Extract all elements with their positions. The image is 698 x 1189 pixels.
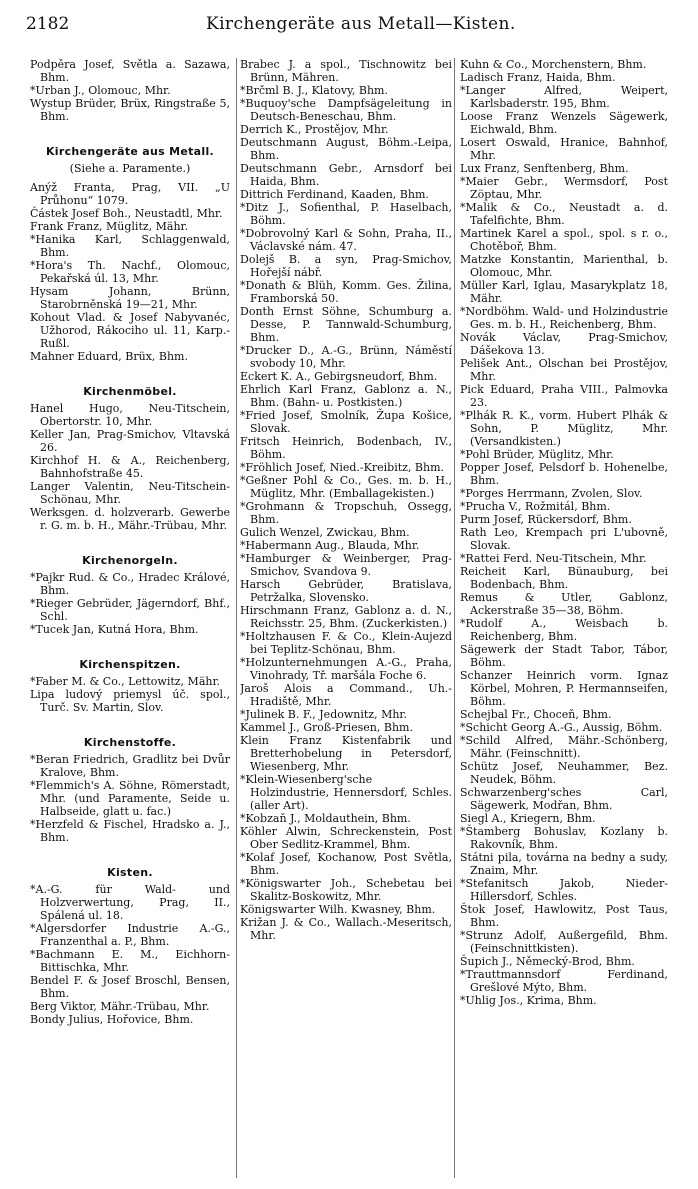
directory-entry: *Rudolf A., Weisbach b. Reichenberg, Bhm.: [460, 617, 668, 643]
directory-entry: Müller Karl, Iglau, Masarykplatz 18, Mähr.: [460, 279, 668, 305]
directory-entry: *Maier Gebr., Wermsdorf, Post Zöptau, Mhr.: [460, 175, 668, 201]
directory-entry: *Beran Friedrich, Gradlitz bei Dvůr Kralove, Bhm.: [30, 753, 230, 779]
directory-entry: Kirchhof H. & A., Reichenberg, Bahnhofstraße 45.: [30, 454, 230, 480]
directory-entry: *Pohl Brüder, Müglitz, Mhr.: [460, 448, 614, 461]
directory-entry: *Kobzaň J., Moldauthein, Bhm.: [240, 812, 411, 825]
directory-entry: *Hanika Karl, Schlaggenwald, Bhm.: [30, 233, 230, 259]
directory-entry: Fritsch Heinrich, Bodenbach, IV., Böhm.: [240, 435, 452, 461]
directory-entry: Ladisch Franz, Haida, Bhm.: [460, 71, 616, 84]
directory-entry: Ehrlich Karl Franz, Gablonz a. N., Bhm. (Bahn- u. Postkisten.): [240, 383, 452, 409]
directory-entry: *Algersdorfer Industrie A.-G., Franzenthal a. P., Bhm.: [30, 922, 230, 948]
directory-entry: Dittrich Ferdinand, Kaaden, Bhm.: [240, 188, 429, 201]
directory-entry: Pick Eduard, Praha VIII., Palmovka 23.: [460, 383, 668, 409]
directory-entry: Matzke Konstantin, Marienthal, b. Olomouc, Mhr.: [460, 253, 668, 279]
directory-entry: Lux Franz, Senftenberg, Bhm.: [460, 162, 629, 175]
directory-entry: *Dobrovolný Karl & Sohn, Praha, II., Václavské nám. 47.: [240, 227, 452, 253]
directory-entry: *Schicht Georg A.-G., Aussig, Böhm.: [460, 721, 663, 734]
directory-entry: *Stefanitsch Jakob, Nieder-Hillersdorf, Schles.: [460, 877, 668, 903]
directory-entry: *Faber M. & Co., Lettowitz, Mähr.: [30, 675, 221, 688]
directory-entry: Donth Ernst Söhne, Schumburg a. Desse, P. Tannwald-Schumburg, Bhm.: [240, 305, 452, 344]
directory-entry: *Holzunternehmungen A.-G., Praha, Vinohrady, Tř. maršála Foche 6.: [240, 656, 452, 682]
page-title: Kirchengeräte aus Metall—Kisten.: [206, 14, 516, 34]
directory-entry: *Rattei Ferd. Neu-Titschein, Mhr.: [460, 552, 647, 565]
directory-entry: *Hamburger & Weinberger, Prag-Smichov, Svandova 9.: [240, 552, 452, 578]
directory-entry: *Fried Josef, Smolník, Župa Košice, Slovak.: [240, 409, 452, 435]
section-heading: Kirchenmöbel.: [83, 385, 177, 398]
directory-entry: *Königswarter Joh., Schebetau bei Skalitz-Boskowitz, Mhr.: [240, 877, 452, 903]
directory-entry: *Flemmich's A. Söhne, Römerstadt, Mhr. (und Paramente, Seide u. Halbseide, glatt u. fac.): [30, 779, 230, 818]
directory-entry: Remus & Utler, Gablonz, Ackerstraße 35—38, Böhm.: [460, 591, 668, 617]
directory-entry: *Donath & Blüh, Komm. Ges. Žilina, Framborská 50.: [240, 279, 452, 305]
directory-entry: *Klein-Wiesenberg'sche Holzindustrie, Hennersdorf, Schles. (aller Art).: [240, 773, 452, 812]
directory-entry: Rath Leo, Krempach pri L'ubovně, Slovak.: [460, 526, 668, 552]
directory-entry: Státni pila, továrna na bedny a sudy, Znaim, Mhr.: [460, 851, 668, 877]
directory-entry: Klein Franz Kistenfabrik und Bretterhobelung in Petersdorf, Wiesenberg, Mhr.: [240, 734, 452, 773]
directory-entry: *Fröhlich Josef, Nied.-Kreibitz, Bhm.: [240, 461, 445, 474]
directory-entry: Martinek Karel a spol., spol. s r. o., Chotěboř, Bhm.: [460, 227, 668, 253]
directory-entry: Schanzer Heinrich vorm. Ignaz Körbel, Mohren, P. Hermannseifen, Böhm.: [460, 669, 668, 708]
directory-entry: Gulich Wenzel, Zwickau, Bhm.: [240, 526, 410, 539]
directory-entry: Langer Valentin, Neu-Titschein-Schönau, Mhr.: [30, 480, 230, 506]
directory-entry: Kuhn & Co., Morchenstern, Bhm.: [460, 58, 647, 71]
directory-entry: *Hora's Th. Nachf., Olomouc, Pekařská úl. 13, Mhr.: [30, 259, 230, 285]
section-heading: Kirchenorgeln.: [82, 554, 178, 567]
section-heading: Kisten.: [107, 866, 153, 879]
directory-entry: *Drucker D., A.-G., Brünn, Náměstí svobody 10, Mhr.: [240, 344, 452, 370]
directory-entry: Harsch Gebrüder, Bratislava, Petržalka, Slovensko.: [240, 578, 452, 604]
directory-entry: Hysam Johann, Brünn, Starobrněnská 19—21, Mhr.: [30, 285, 230, 311]
directory-entry: *Grohmann & Tropschuh, Ossegg, Bhm.: [240, 500, 452, 526]
column-3: [460, 58, 668, 1182]
directory-entry: *Malik & Co., Neustadt a. d. Tafelfichte, Bhm.: [460, 201, 668, 227]
directory-entry: Deutschmann August, Böhm.-Leipa, Bhm.: [240, 136, 452, 162]
directory-entry: *Kolaf Josef, Kochanow, Post Světla, Bhm.: [240, 851, 452, 877]
directory-entry: *Nordböhm. Wald- und Holzindustrie Ges. m. b. H., Reichenberg, Bhm.: [460, 305, 668, 331]
directory-entry: Loose Franz Wenzels Sägewerk, Eichwald, Bhm.: [460, 110, 668, 136]
page-number: 2182: [26, 14, 70, 34]
directory-entry: *Tucek Jan, Kutná Hora, Bhm.: [30, 623, 199, 636]
directory-entry: Kammel J., Groß-Priesen, Bhm.: [240, 721, 413, 734]
directory-entry: Mahner Eduard, Brüx, Bhm.: [30, 350, 188, 363]
directory-entry: *Herzfeld & Fischel, Hradsko a. J., Bhm.: [30, 818, 230, 844]
section-heading: Kirchenstoffe.: [83, 736, 177, 749]
directory-entry: Deutschmann Gebr., Arnsdorf bei Haida, Bhm.: [240, 162, 452, 188]
directory-entry: *Habermann Aug., Blauda, Mhr.: [240, 539, 420, 552]
directory-entry: Doleјš B. a syn, Prag-Smichov, Hořejší nábř.: [240, 253, 452, 279]
directory-entry: Derrich K., Prostějov, Mhr.: [240, 123, 389, 136]
directory-entry: *Strunz Adolf, Außergefild, Bhm. (Feinschnittkisten).: [460, 929, 668, 955]
directory-entry: *Buquoy'sche Dampfsägeleitung in Deutsch-Beneschau, Bhm.: [240, 97, 452, 123]
directory-entry: *Langer Alfred, Weipert, Karlsbaderstr. 195, Bhm.: [460, 84, 668, 110]
directory-entry: *Plhák R. K., vorm. Hubert Plhák & Sohn, P. Müglitz, Mhr. (Versandkisten.): [460, 409, 668, 448]
section-note: (Siehe a. Paramente.): [69, 162, 191, 175]
page-header: [26, 14, 672, 40]
directory-entry: Wystup Brüder, Brüx, Ringstraße 5, Bhm.: [30, 97, 230, 123]
directory-entry: *Bachmann E. M., Eichhorn-Bittischka, Mhr.: [30, 948, 230, 974]
directory-entry: Köhler Alwin, Schreckenstein, Post Ober Sedlitz-Krammel, Bhm.: [240, 825, 452, 851]
directory-entry: Križan J. & Co., Wallach.-Meseritsch, Mhr.: [240, 916, 452, 942]
directory-entry: Kohout Vlad. & Josef Nabyvanéc, Užhorod, Rákociho ul. 11, Karp.-Rußl.: [30, 311, 230, 350]
directory-entry: Reicheit Karl, Bünauburg, bei Bodenbach, Bhm.: [460, 565, 668, 591]
directory-entry: Siegl A., Kriegern, Bhm.: [460, 812, 596, 825]
directory-entry: Podpěra Josef, Světla a. Sazawa, Bhm.: [30, 58, 230, 84]
directory-entry: Anýž Franta, Prag, VII. „U Průhonu“ 1079.: [30, 181, 230, 207]
directory-entry: *Rieger Gebrüder, Jägerndorf, Bhf., Schl.: [30, 597, 230, 623]
directory-entry: *Uhlig Jos., Krima, Bhm.: [460, 994, 597, 1007]
directory-entry: *Holtzhausen F. & Co., Klein-Aujezd bei Teplitz-Schönau, Bhm.: [240, 630, 452, 656]
directory-entry: Sägewerk der Stadt Tabor, Tábor, Böhm.: [460, 643, 668, 669]
directory-entry: Šupich J., Německý-Brod, Bhm.: [460, 955, 635, 968]
directory-entry: Eckert K. A., Gebirgsneudorf, Bhm.: [240, 370, 438, 383]
directory-entry: Jaroš Alois a Command., Uh.-Hradiště, Mhr.: [240, 682, 452, 708]
directory-entry: Hanel Hugo, Neu-Titschein, Obertorstr. 10, Mhr.: [30, 402, 230, 428]
directory-entry: Schwarzenberg'sches Carl, Sägewerk, Modřan, Bhm.: [460, 786, 668, 812]
directory-entry: *A.-G. für Wald- und Holzverwertung, Prag, II., Spálená ul. 18.: [30, 883, 230, 922]
directory-entry: Losert Oswald, Hranice, Bahnhof, Mhr.: [460, 136, 668, 162]
directory-entry: *Schild Alfred, Mähr.-Schönberg, Mähr. (Feinschnitt).: [460, 734, 668, 760]
column-2: [240, 58, 452, 1182]
directory-entry: *Prucha V., Rožmitál, Bhm.: [460, 500, 611, 513]
directory-entry: Hirschmann Franz, Gablonz a. d. N., Reichsstr. 25, Bhm. (Zuckerkisten.): [240, 604, 452, 630]
directory-entry: *Geßner Pohl & Co., Ges. m. b. H., Müglitz, Mhr. (Emballagekisten.): [240, 474, 452, 500]
directory-entry: *Porges Herrmann, Zvolen, Slov.: [460, 487, 643, 500]
directory-entry: Purm Josef, Rückersdorf, Bhm.: [460, 513, 632, 526]
directory-entry: *Pajkr Rud. & Co., Hradec Králové, Bhm.: [30, 571, 230, 597]
directory-entry: Bondy Julius, Hořovice, Bhm.: [30, 1013, 194, 1026]
section-heading: Kirchengeräte aus Metall.: [45, 145, 215, 158]
directory-entry: Brabec J. a spol., Tischnowitz bei Brünn, Mähren.: [240, 58, 452, 84]
directory-entry: Schejbal Fr., Choceň, Bhm.: [460, 708, 612, 721]
directory-entry: Königswarter Wilh. Kwasney, Bhm.: [240, 903, 436, 916]
directory-entry: Werksgen. d. holzverarb. Gewerbe r. G. m. b. H., Mähr.-Trübau, Mhr.: [30, 506, 230, 532]
directory-entry: *Brčml B. J., Klatovy, Bhm.: [240, 84, 388, 97]
directory-entry: Schütz Josef, Neuhammer, Bez. Neudek, Böhm.: [460, 760, 668, 786]
directory-entry: Frank Franz, Müglitz, Mähr.: [30, 220, 189, 233]
directory-entry: Berg Viktor, Mähr.-Trübau, Mhr.: [30, 1000, 210, 1013]
directory-entry: Částek Josef Boh., Neustadtl, Mhr.: [30, 207, 223, 220]
directory-entry: *Ditz J., Sofienthal, P. Haselbach, Böhm.: [240, 201, 452, 227]
columns: [30, 58, 668, 1182]
column-1: [30, 58, 230, 1182]
directory-entry: Keller Jan, Prag-Smichov, Vltavská 26.: [30, 428, 230, 454]
directory-entry: *Urban J., Olomouc, Mhr.: [30, 84, 171, 97]
directory-entry: Pelišek Ant., Olschan bei Prostějov, Mhr.: [460, 357, 668, 383]
directory-entry: Bendel F. & Josef Broschl, Bensen, Bhm.: [30, 974, 230, 1000]
directory-entry: *Trauttmannsdorf Ferdinand, Grešlové Mýto, Bhm.: [460, 968, 668, 994]
directory-entry: *Štamberg Bohuslav, Kozlany b. Rakovník, Bhm.: [460, 825, 668, 851]
section-heading: Kirchenspitzen.: [79, 658, 181, 671]
directory-entry: Štok Josef, Hawlowitz, Post Taus, Bhm.: [460, 903, 668, 929]
directory-entry: Lipa ludový priemysl úč. spol., Turč. Sv. Martin, Slov.: [30, 688, 230, 714]
directory-entry: *Julinek B. F., Jedownitz, Mhr.: [240, 708, 407, 721]
directory-entry: Novák Václav, Prag-Smichov, Dášekova 13.: [460, 331, 668, 357]
directory-entry: Popper Josef, Pelsdorf b. Hohenelbe, Bhm.: [460, 461, 668, 487]
